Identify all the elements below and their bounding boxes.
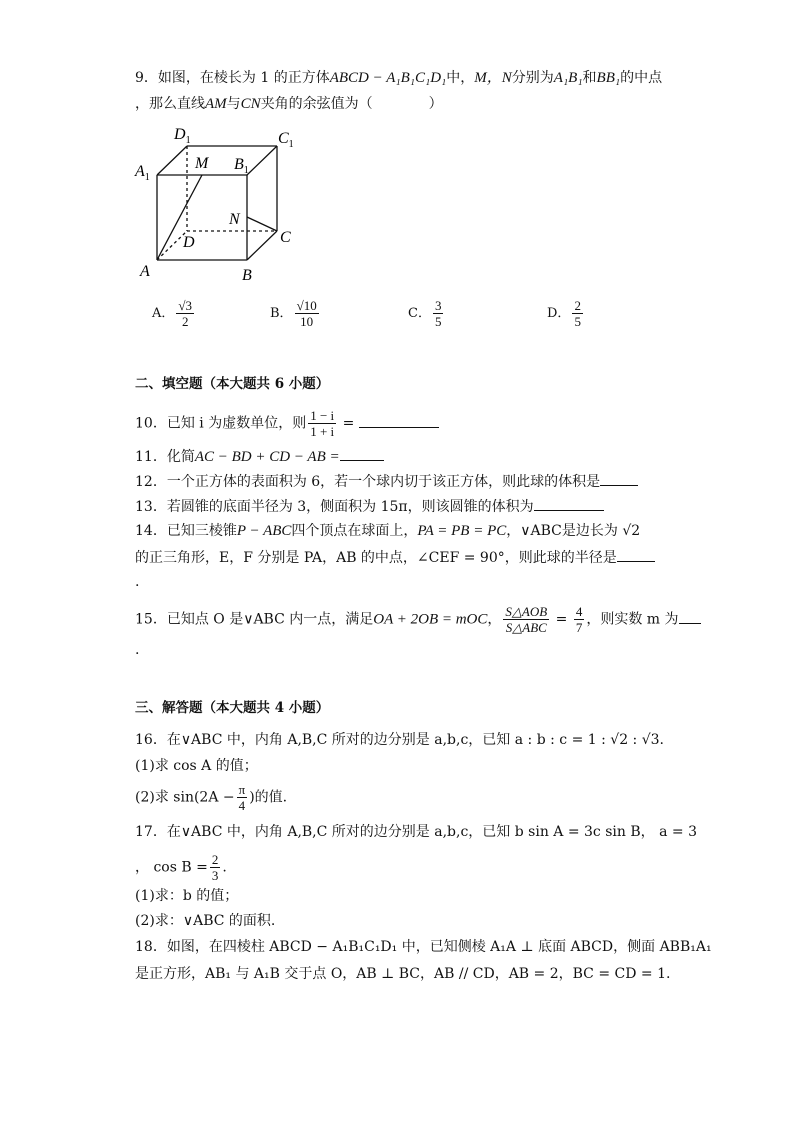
q10: 10．已知 i 为虚数单位，则 $\frac{1 - i}{1 + i}$ = xyxy=(135,408,439,439)
label-a1: $A_1$ xyxy=(135,163,150,183)
q14-line1: 14．已知三棱锥P − ABC四个顶点在球面上，PA = PB = PC，∨ABC是边长为 √2 xyxy=(135,523,641,539)
q16-part2: (2)求 sin(2A − $\frac{\pi}{4}$ )的值. xyxy=(135,782,288,813)
label-c1: $C_1$ xyxy=(278,130,294,150)
q15: 15．已知点 O 是∨ABC 内一点，满足OA + 2OB = mOC， $\frac{\text{S△AOB}}{\text{S△ABC}}$ = $\frac{4}{7}$ ，则实数 m 为 xyxy=(135,604,701,635)
label-b1: $B_1$ xyxy=(234,156,249,176)
section3-title: 三、解答题（本大题共 4 小题） xyxy=(135,700,330,716)
q15-dot: . xyxy=(135,642,140,658)
cube-figure xyxy=(130,120,310,285)
label-d1: $D_1$ xyxy=(174,126,191,146)
q12-blank xyxy=(600,471,638,486)
q16-line1: 16．在∨ABC 中，内角 A,B,C 所对的边分别是 a,b,c，已知 a : b : c = 1 : √2 : √3. xyxy=(135,732,665,748)
q13: 13．若圆锥的底面半径为 3，侧面积为 15π，则该圆锥的体积为 xyxy=(135,496,604,517)
q12: 12．一个正方体的表面积为 6，若一个球内切于该正方体，则此球的体积是 xyxy=(135,471,638,492)
option-d: D． $\frac{2}{5}$ xyxy=(547,298,581,329)
q17-part2: (2)求：∨ABC 的面积. xyxy=(135,913,276,929)
option-c: C． $\frac{3}{5}$ xyxy=(408,298,442,329)
edge-c1-b1 xyxy=(247,146,277,175)
q17-part1: (1)求：b 的值； xyxy=(135,888,239,904)
edge-a1-d1 xyxy=(157,146,187,175)
q18-line2: 是正方形，AB₁ 与 A₁B 交于点 O，AB ⊥ BC，AB // CD，AB = 2，BC = CD = 1. xyxy=(135,966,671,982)
q14-line2: 的正三角形，E，F 分别是 PA，AB 的中点，∠CEF = 90°，则此球的半径是 xyxy=(135,547,655,568)
q11-blank xyxy=(340,446,384,461)
q17-line1: 17．在∨ABC 中，内角 A,B,C 所对的边分别是 a,b,c，已知 b sin A = 3c sin B， a = 3 xyxy=(135,824,697,840)
option-a: A． $\frac{√3}{2}$ xyxy=(152,298,193,329)
label-b: B xyxy=(242,267,252,284)
q11: 11．化简AC − BD + CD − AB = xyxy=(135,446,384,467)
q18-line1: 18．如图，在四棱柱 ABCD − A₁B₁C₁D₁ 中，已知侧棱 A₁A ⊥ 底面 ABCD，侧面 ABB₁A₁ xyxy=(135,939,712,955)
section2-title: 二、填空题（本大题共 6 小题） xyxy=(135,376,330,392)
q9-line1: 9．如图，在棱长为 1 的正方体ABCD − A₁B₁C₁D₁中，M，N分别为A₁B₁和BB₁的中点 xyxy=(135,70,663,86)
label-m: M xyxy=(195,155,209,172)
label-c: C xyxy=(280,229,291,246)
label-d: D xyxy=(183,234,195,251)
option-b: B． $\frac{√10}{10}$ xyxy=(270,298,317,329)
edge-c-b xyxy=(247,231,277,260)
q14-blank xyxy=(617,547,655,562)
label-a: A xyxy=(140,263,150,280)
q16-part1: (1)求 cos A 的值； xyxy=(135,758,258,774)
segment-cn xyxy=(247,217,277,231)
segment-am xyxy=(157,175,202,260)
label-n: N xyxy=(229,211,240,228)
q14-dot: . xyxy=(135,574,140,590)
q9-line2: ，那么直线AM与CN夹角的余弦值为（ ） xyxy=(135,96,443,112)
q13-blank xyxy=(534,496,604,511)
q15-blank xyxy=(679,609,701,624)
q17-line2: ， cos B = $\frac{2}{3}$ . xyxy=(135,852,227,883)
q10-blank xyxy=(359,413,439,428)
